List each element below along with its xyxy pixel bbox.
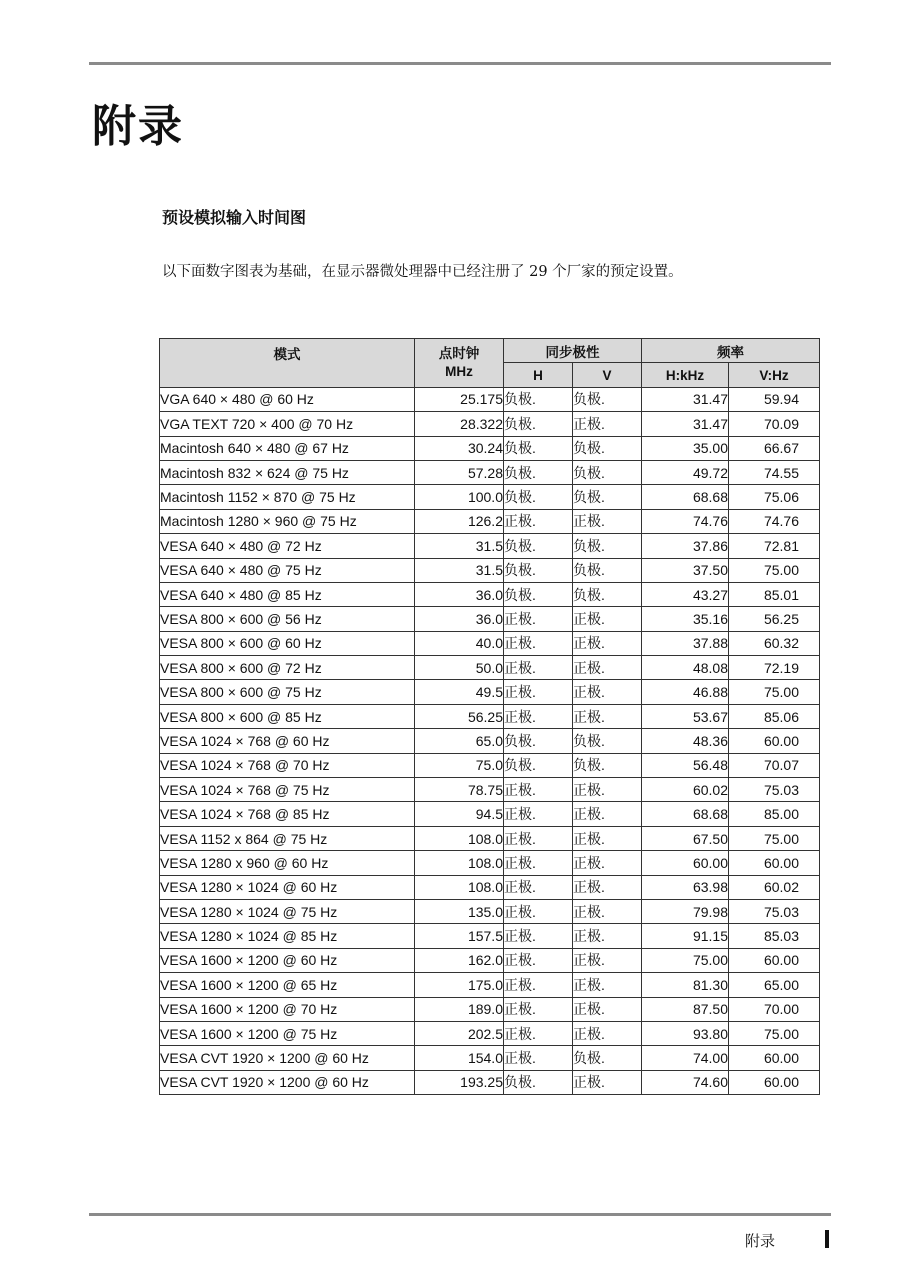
cell-mode: VESA CVT 1920 × 1200 @ 60 Hz <box>160 1046 415 1070</box>
cell-v-polarity: 负极. <box>573 436 642 460</box>
cell-clock: 50.0 <box>415 656 504 680</box>
table-row <box>160 851 820 875</box>
cell-clock: 175.0 <box>415 973 504 997</box>
cell-h-polarity: 正极. <box>504 680 573 704</box>
cell-h-khz: 37.86 <box>642 534 729 558</box>
cell-mode: VESA 1280 × 1024 @ 60 Hz <box>160 875 415 899</box>
cell-h-polarity: 负极. <box>504 729 573 753</box>
table-row <box>160 412 820 436</box>
cell-mode: Macintosh 1280 × 960 @ 75 Hz <box>160 509 415 533</box>
cell-h-khz: 48.36 <box>642 729 729 753</box>
cell-h-khz: 31.47 <box>642 412 729 436</box>
cell-h-polarity: 正极. <box>504 899 573 923</box>
cell-v-polarity: 负极. <box>573 729 642 753</box>
page-title: 附录 <box>92 101 184 152</box>
cell-v-polarity: 正极. <box>573 1070 642 1094</box>
cell-v-hz: 85.00 <box>729 802 820 826</box>
cell-v-polarity: 负极. <box>573 460 642 484</box>
cell-v-hz: 72.81 <box>729 534 820 558</box>
cell-v-polarity: 正极. <box>573 875 642 899</box>
cell-mode: VESA 1024 × 768 @ 85 Hz <box>160 802 415 826</box>
cell-v-hz: 85.01 <box>729 582 820 606</box>
intro-text: 以下面数字图表为基础，在显示器微处理器中已经注册了 29 个厂家的预定设置。 <box>162 264 683 280</box>
cell-clock: 31.5 <box>415 558 504 582</box>
cell-v-hz: 75.03 <box>729 778 820 802</box>
cell-h-polarity: 负极. <box>504 534 573 558</box>
table-row <box>160 631 820 655</box>
header-frequency: 频率 <box>642 339 820 363</box>
cell-v-polarity: 负极. <box>573 1046 642 1070</box>
cell-h-khz: 56.48 <box>642 753 729 777</box>
header-h: H <box>504 363 573 387</box>
header-vhz: V:Hz <box>729 363 820 387</box>
table-row <box>160 997 820 1021</box>
cell-v-polarity: 正极. <box>573 997 642 1021</box>
cell-h-khz: 79.98 <box>642 899 729 923</box>
cell-mode: VGA 640 × 480 @ 60 Hz <box>160 387 415 411</box>
cell-v-hz: 56.25 <box>729 607 820 631</box>
cell-v-polarity: 正极. <box>573 704 642 728</box>
cell-clock: 49.5 <box>415 680 504 704</box>
cell-v-polarity: 负极. <box>573 753 642 777</box>
cell-h-khz: 37.50 <box>642 558 729 582</box>
cell-mode: VESA 800 × 600 @ 60 Hz <box>160 631 415 655</box>
cell-h-khz: 43.27 <box>642 582 729 606</box>
cell-clock: 157.5 <box>415 924 504 948</box>
cell-v-hz: 74.76 <box>729 509 820 533</box>
top-rule <box>89 62 831 65</box>
cell-v-polarity: 正极. <box>573 656 642 680</box>
cell-clock: 28.322 <box>415 412 504 436</box>
cell-v-polarity: 正极. <box>573 924 642 948</box>
timing-table-body <box>160 387 820 1094</box>
cell-v-hz: 60.00 <box>729 1070 820 1094</box>
cell-v-hz: 65.00 <box>729 973 820 997</box>
cell-h-khz: 74.60 <box>642 1070 729 1094</box>
table-row <box>160 973 820 997</box>
cell-mode: VESA 1024 × 768 @ 70 Hz <box>160 753 415 777</box>
cell-clock: 202.5 <box>415 1021 504 1045</box>
cell-h-khz: 49.72 <box>642 460 729 484</box>
cell-h-polarity: 负极. <box>504 753 573 777</box>
cell-v-hz: 60.00 <box>729 729 820 753</box>
cell-mode: VESA 640 × 480 @ 85 Hz <box>160 582 415 606</box>
cell-v-hz: 70.07 <box>729 753 820 777</box>
cell-h-polarity: 正极. <box>504 704 573 728</box>
table-row <box>160 729 820 753</box>
cell-mode: VGA TEXT 720 × 400 @ 70 Hz <box>160 412 415 436</box>
cell-h-polarity: 负极. <box>504 436 573 460</box>
cell-h-polarity: 正极. <box>504 802 573 826</box>
cell-mode: VESA 1600 × 1200 @ 65 Hz <box>160 973 415 997</box>
cell-v-hz: 75.00 <box>729 1021 820 1045</box>
cell-h-khz: 31.47 <box>642 387 729 411</box>
cell-v-hz: 85.06 <box>729 704 820 728</box>
cell-v-polarity: 负极. <box>573 387 642 411</box>
cell-clock: 57.28 <box>415 460 504 484</box>
table-row <box>160 656 820 680</box>
cell-v-hz: 70.00 <box>729 997 820 1021</box>
cell-h-khz: 63.98 <box>642 875 729 899</box>
cell-clock: 25.175 <box>415 387 504 411</box>
cell-v-polarity: 正极. <box>573 631 642 655</box>
cell-v-hz: 75.00 <box>729 558 820 582</box>
table-row <box>160 1070 820 1094</box>
cell-h-khz: 74.76 <box>642 509 729 533</box>
table-row <box>160 485 820 509</box>
cell-v-hz: 60.00 <box>729 1046 820 1070</box>
cell-h-polarity: 正极. <box>504 875 573 899</box>
cell-h-polarity: 正极. <box>504 656 573 680</box>
cell-h-khz: 37.88 <box>642 631 729 655</box>
cell-clock: 75.0 <box>415 753 504 777</box>
cell-clock: 189.0 <box>415 997 504 1021</box>
cell-v-polarity: 负极. <box>573 534 642 558</box>
table-row <box>160 582 820 606</box>
cell-h-polarity: 正极. <box>504 948 573 972</box>
cell-h-polarity: 负极. <box>504 460 573 484</box>
cell-mode: VESA 800 × 600 @ 72 Hz <box>160 656 415 680</box>
table-row <box>160 460 820 484</box>
cell-h-polarity: 负极. <box>504 412 573 436</box>
cell-h-polarity: 负极. <box>504 485 573 509</box>
table-row <box>160 826 820 850</box>
cell-h-khz: 74.00 <box>642 1046 729 1070</box>
cell-h-polarity: 正极. <box>504 851 573 875</box>
cell-v-polarity: 负极. <box>573 582 642 606</box>
cell-v-polarity: 负极. <box>573 485 642 509</box>
cell-v-hz: 75.00 <box>729 680 820 704</box>
cell-mode: VESA 640 × 480 @ 75 Hz <box>160 558 415 582</box>
table-row <box>160 924 820 948</box>
cell-h-khz: 35.00 <box>642 436 729 460</box>
header-v: V <box>573 363 642 387</box>
table-row <box>160 899 820 923</box>
cell-mode: VESA 1024 × 768 @ 75 Hz <box>160 778 415 802</box>
cell-mode: Macintosh 1152 × 870 @ 75 Hz <box>160 485 415 509</box>
cell-clock: 31.5 <box>415 534 504 558</box>
cell-h-khz: 48.08 <box>642 656 729 680</box>
cell-v-hz: 60.02 <box>729 875 820 899</box>
cell-v-polarity: 正极. <box>573 826 642 850</box>
cell-v-hz: 60.00 <box>729 948 820 972</box>
cell-mode: Macintosh 832 × 624 @ 75 Hz <box>160 460 415 484</box>
table-row <box>160 778 820 802</box>
cell-h-polarity: 正极. <box>504 1021 573 1045</box>
cell-v-polarity: 正极. <box>573 778 642 802</box>
cell-h-khz: 81.30 <box>642 973 729 997</box>
cell-h-polarity: 正极. <box>504 607 573 631</box>
cell-h-khz: 35.16 <box>642 607 729 631</box>
cell-clock: 126.2 <box>415 509 504 533</box>
cell-h-polarity: 正极. <box>504 509 573 533</box>
cell-h-khz: 87.50 <box>642 997 729 1021</box>
cell-v-hz: 75.06 <box>729 485 820 509</box>
cell-h-khz: 67.50 <box>642 826 729 850</box>
cell-h-khz: 53.67 <box>642 704 729 728</box>
cell-v-polarity: 正极. <box>573 973 642 997</box>
cell-h-polarity: 正极. <box>504 924 573 948</box>
bottom-rule <box>89 1213 831 1216</box>
cell-mode: VESA CVT 1920 × 1200 @ 60 Hz <box>160 1070 415 1094</box>
header-clock-unit: MHz <box>445 363 473 379</box>
cell-clock: 108.0 <box>415 851 504 875</box>
cell-h-polarity: 正极. <box>504 826 573 850</box>
cell-h-khz: 68.68 <box>642 485 729 509</box>
cell-mode: VESA 1280 × 1024 @ 75 Hz <box>160 899 415 923</box>
cell-h-polarity: 正极. <box>504 778 573 802</box>
cell-v-polarity: 正极. <box>573 948 642 972</box>
cell-mode: VESA 1280 x 960 @ 60 Hz <box>160 851 415 875</box>
cell-h-polarity: 正极. <box>504 631 573 655</box>
cell-clock: 65.0 <box>415 729 504 753</box>
header-clock <box>415 339 504 388</box>
cell-clock: 100.0 <box>415 485 504 509</box>
cell-h-khz: 91.15 <box>642 924 729 948</box>
table-row <box>160 509 820 533</box>
cell-mode: VESA 1600 × 1200 @ 75 Hz <box>160 1021 415 1045</box>
table-row <box>160 680 820 704</box>
cell-v-hz: 70.09 <box>729 412 820 436</box>
cell-clock: 162.0 <box>415 948 504 972</box>
header-hkhz: H:kHz <box>642 363 729 387</box>
table-row <box>160 558 820 582</box>
cell-clock: 108.0 <box>415 875 504 899</box>
table-row <box>160 704 820 728</box>
cell-h-khz: 75.00 <box>642 948 729 972</box>
cell-mode: Macintosh 640 × 480 @ 67 Hz <box>160 436 415 460</box>
cell-h-khz: 60.02 <box>642 778 729 802</box>
cell-mode: VESA 1280 × 1024 @ 85 Hz <box>160 924 415 948</box>
cell-v-polarity: 正极. <box>573 412 642 436</box>
header-sync: 同步极性 <box>504 339 642 363</box>
cell-clock: 94.5 <box>415 802 504 826</box>
table-row <box>160 753 820 777</box>
cell-v-polarity: 正极. <box>573 802 642 826</box>
cell-mode: VESA 1152 x 864 @ 75 Hz <box>160 826 415 850</box>
section-title: 预设模拟输入时间图 <box>162 208 307 227</box>
cell-clock: 56.25 <box>415 704 504 728</box>
table-row <box>160 1021 820 1045</box>
cell-h-khz: 93.80 <box>642 1021 729 1045</box>
cell-v-hz: 60.00 <box>729 851 820 875</box>
cell-clock: 36.0 <box>415 607 504 631</box>
cell-clock: 135.0 <box>415 899 504 923</box>
cell-v-hz: 60.32 <box>729 631 820 655</box>
footer-label: 附录 <box>745 1232 776 1250</box>
cell-v-polarity: 正极. <box>573 680 642 704</box>
table-row <box>160 802 820 826</box>
cell-h-polarity: 正极. <box>504 1046 573 1070</box>
header-clock-label: 点时钟 <box>438 345 480 361</box>
cell-mode: VESA 800 × 600 @ 56 Hz <box>160 607 415 631</box>
cell-h-khz: 68.68 <box>642 802 729 826</box>
cell-clock: 36.0 <box>415 582 504 606</box>
cell-h-polarity: 正极. <box>504 997 573 1021</box>
cell-mode: VESA 640 × 480 @ 72 Hz <box>160 534 415 558</box>
table-row <box>160 875 820 899</box>
cell-clock: 30.24 <box>415 436 504 460</box>
cell-clock: 154.0 <box>415 1046 504 1070</box>
cell-v-hz: 75.03 <box>729 899 820 923</box>
timing-table <box>159 338 820 1095</box>
cell-v-hz: 72.19 <box>729 656 820 680</box>
cell-h-polarity: 负极. <box>504 582 573 606</box>
table-row <box>160 436 820 460</box>
cell-h-polarity: 负极. <box>504 1070 573 1094</box>
table-row <box>160 387 820 411</box>
cell-mode: VESA 800 × 600 @ 75 Hz <box>160 680 415 704</box>
cell-h-polarity: 正极. <box>504 973 573 997</box>
cell-v-polarity: 正极. <box>573 607 642 631</box>
table-row <box>160 607 820 631</box>
page-marker <box>825 1230 829 1248</box>
cell-v-hz: 59.94 <box>729 387 820 411</box>
cell-v-hz: 85.03 <box>729 924 820 948</box>
cell-h-polarity: 负极. <box>504 558 573 582</box>
cell-mode: VESA 1600 × 1200 @ 60 Hz <box>160 948 415 972</box>
cell-v-hz: 66.67 <box>729 436 820 460</box>
cell-v-hz: 74.55 <box>729 460 820 484</box>
cell-v-polarity: 负极. <box>573 558 642 582</box>
cell-v-polarity: 正极. <box>573 509 642 533</box>
header-mode: 模式 <box>160 339 415 388</box>
cell-h-polarity: 负极. <box>504 387 573 411</box>
cell-v-polarity: 正极. <box>573 899 642 923</box>
table-row <box>160 534 820 558</box>
cell-h-khz: 60.00 <box>642 851 729 875</box>
cell-clock: 108.0 <box>415 826 504 850</box>
table-row <box>160 1046 820 1070</box>
cell-v-polarity: 正极. <box>573 1021 642 1045</box>
cell-mode: VESA 800 × 600 @ 85 Hz <box>160 704 415 728</box>
cell-mode: VESA 1024 × 768 @ 60 Hz <box>160 729 415 753</box>
cell-v-polarity: 正极. <box>573 851 642 875</box>
cell-mode: VESA 1600 × 1200 @ 70 Hz <box>160 997 415 1021</box>
cell-clock: 40.0 <box>415 631 504 655</box>
cell-clock: 78.75 <box>415 778 504 802</box>
cell-v-hz: 75.00 <box>729 826 820 850</box>
table-row <box>160 948 820 972</box>
cell-clock: 193.25 <box>415 1070 504 1094</box>
cell-h-khz: 46.88 <box>642 680 729 704</box>
